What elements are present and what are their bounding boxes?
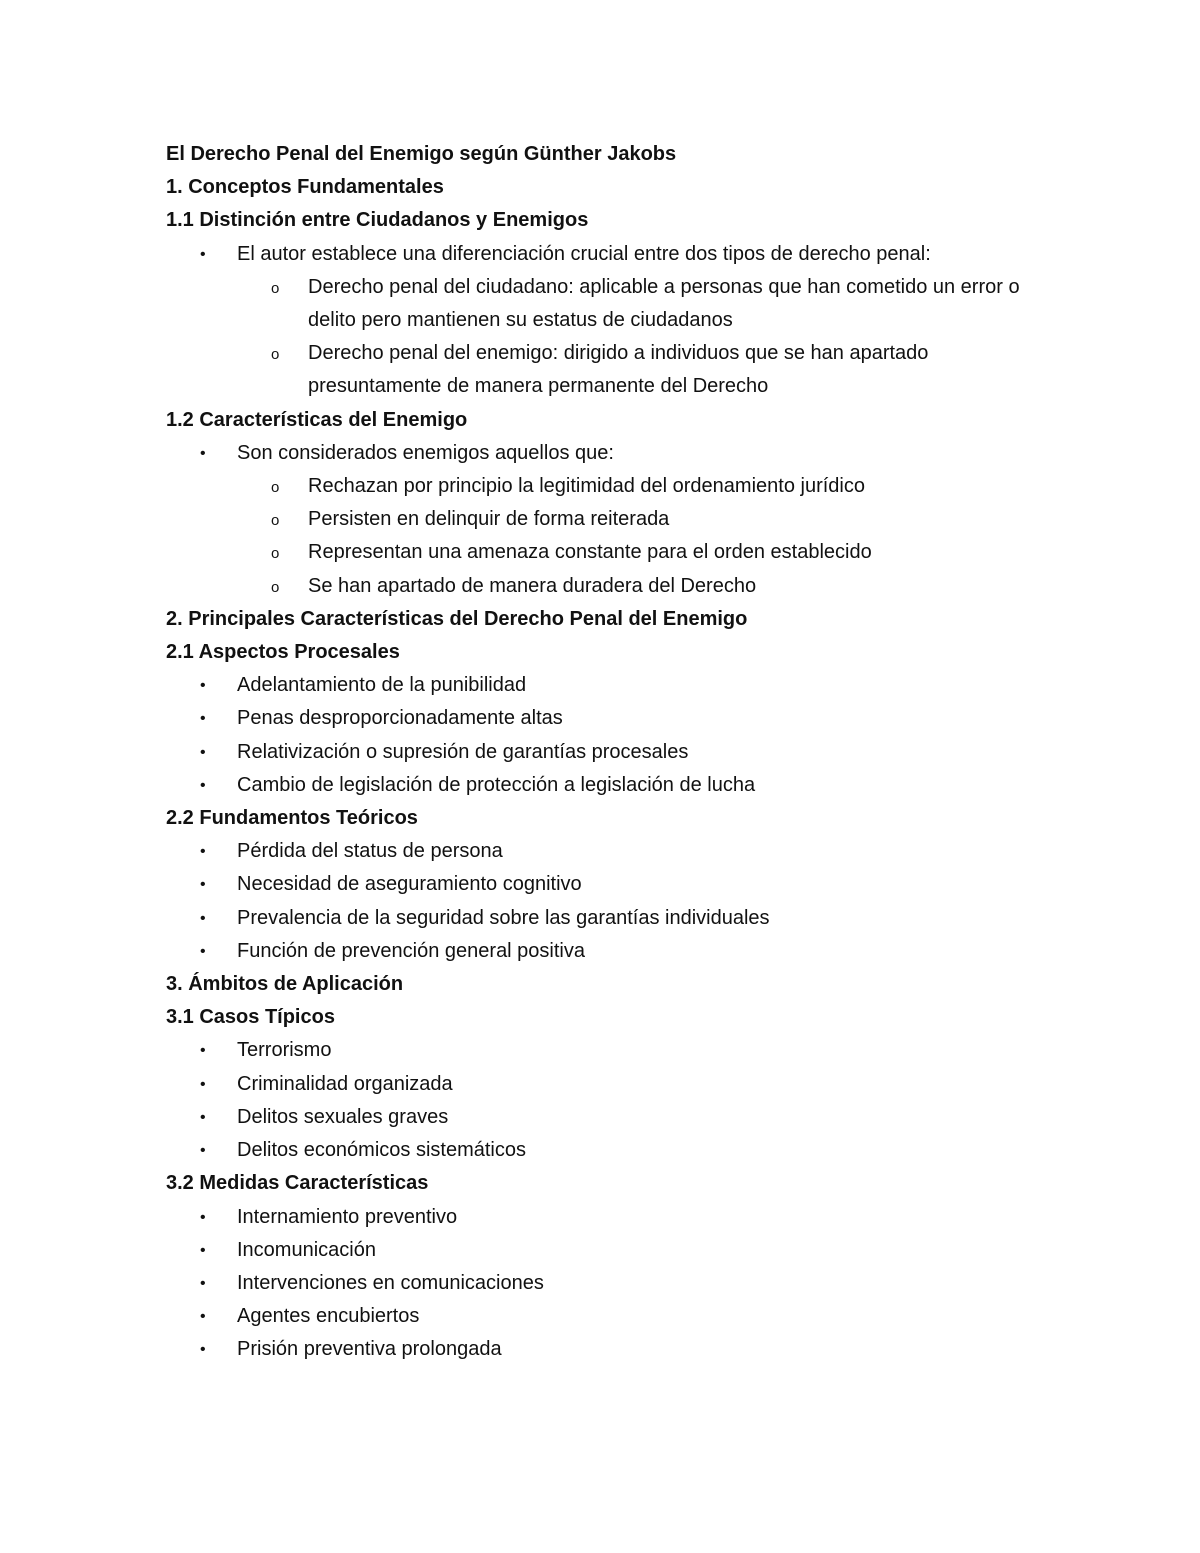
list-item-text: Cambio de legislación de protección a legislación de lucha [237,773,756,796]
list-item-text: Prisión preventiva prolongada [237,1338,502,1361]
bullet-icon: • [200,843,206,861]
sub-list-item-text: Derecho penal del ciudadano: aplicable a personas que han cometido un error o delito pero mantienen su estatus de ciudadanos [308,275,1020,332]
list-item [166,1333,1066,1366]
list-item [166,1300,1066,1333]
list-item-text: Penas desproporcionadamente altas [237,707,563,730]
subsection-heading-3-2: 3.2 Medidas Características [166,1172,429,1195]
bullet-icon: • [200,710,206,728]
list-item-text: Criminalidad organizada [237,1072,453,1095]
list-item [166,1101,1066,1134]
bullet-icon: • [200,1142,206,1160]
list-item-text: Terrorismo [237,1039,332,1062]
section-heading-2: 2. Principales Características del Derecho Penal del Enemigo [166,607,748,630]
list-item-text: Delitos económicos sistemáticos [237,1139,526,1162]
sub-list-item [166,536,1066,569]
document-title: El Derecho Penal del Enemigo según Günther Jakobs [166,143,677,165]
sub-bullet-icon: o [271,578,280,596]
sub-list-item [166,337,1048,403]
bullet-icon: • [200,1341,206,1359]
bullet-icon: • [200,942,206,960]
list-item [166,437,1066,470]
bullet-icon: • [200,1241,206,1259]
list-item [166,868,1066,901]
list-item-text: Agentes encubiertos [237,1305,420,1328]
list-item [166,1134,1066,1167]
bullet-icon: • [200,1108,206,1126]
sub-list-item [166,503,1066,536]
list-item-text: Función de prevención general positiva [237,939,585,962]
list-item-text: Prevalencia de la seguridad sobre las garantías individuales [237,906,770,929]
sub-list-item [166,570,1066,603]
list-item-text: Adelantamiento de la punibilidad [237,674,527,697]
subsection-heading-2-2: 2.2 Fundamentos Teóricos [166,807,418,830]
list-item [166,835,1066,868]
sub-bullet-icon: o [271,512,280,530]
sub-bullet-icon: o [271,346,280,364]
bullet-icon: • [200,677,206,695]
bullet-icon: • [200,1208,206,1226]
list-item-text: Pérdida del status de persona [237,840,503,863]
list-item [166,669,1066,702]
list-item-text: Relativización o supresión de garantías procesales [237,740,689,763]
bullet-icon: • [200,776,206,794]
section-heading-3: 3. Ámbitos de Aplicación [166,973,404,996]
list-item [166,736,1066,769]
sub-list-item [166,271,1048,337]
sub-list-item-text: Se han apartado de manera duradera del Derecho [308,574,757,597]
list-item [166,1234,1066,1267]
bullet-icon: • [200,1042,206,1060]
list-item-text: Son considerados enemigos aquellos que: [237,441,614,464]
subsection-heading-2-1: 2.1 Aspectos Procesales [166,641,400,664]
bullet-icon: • [200,743,206,761]
bullet-icon: • [200,1308,206,1326]
list-item [166,238,1066,271]
list-item [166,769,1066,802]
sub-list-item-text: Derecho penal del enemigo: dirigido a individuos que se han apartado presuntamente de manera permanente del Derecho [308,342,929,398]
bullet-icon: • [200,876,206,894]
list-item [166,1068,1066,1101]
list-item-text: Intervenciones en comunicaciones [237,1271,544,1294]
sub-bullet-icon: o [271,479,280,497]
bullet-icon: • [200,909,206,927]
bullet-icon: • [200,444,206,462]
list-item-text: Internamiento preventivo [237,1205,458,1228]
list-item [166,1034,1066,1067]
sub-bullet-icon: o [271,279,280,297]
section-heading-1: 1. Conceptos Fundamentales [166,176,444,199]
list-item [166,902,1066,935]
bullet-icon: • [200,1075,206,1093]
list-item [166,1201,1066,1234]
list-item [166,702,1066,735]
list-item-text: Incomunicación [237,1238,376,1261]
sub-list-item-text: Representan una amenaza constante para el orden establecido [308,541,872,564]
sub-list-item [166,470,1066,503]
sub-list-item-text: Rechazan por principio la legitimidad del ordenamiento jurídico [308,475,865,498]
list-item-text: El autor establece una diferenciación crucial entre dos tipos de derecho penal: [237,242,931,265]
bullet-icon: • [200,1274,206,1292]
sub-list-item-text: Persisten en delinquir de forma reiterada [308,508,670,531]
list-item [166,1267,1066,1300]
document-body [166,138,1066,1367]
subsection-heading-1-1: 1.1 Distinción entre Ciudadanos y Enemigos [166,209,589,232]
list-item [166,935,1066,968]
sub-bullet-icon: o [271,545,280,563]
list-item-text: Necesidad de aseguramiento cognitivo [237,873,582,896]
list-item-text: Delitos sexuales graves [237,1105,449,1128]
bullet-icon: • [200,245,206,263]
subsection-heading-3-1: 3.1 Casos Típicos [166,1006,335,1029]
subsection-heading-1-2: 1.2 Características del Enemigo [166,408,468,431]
